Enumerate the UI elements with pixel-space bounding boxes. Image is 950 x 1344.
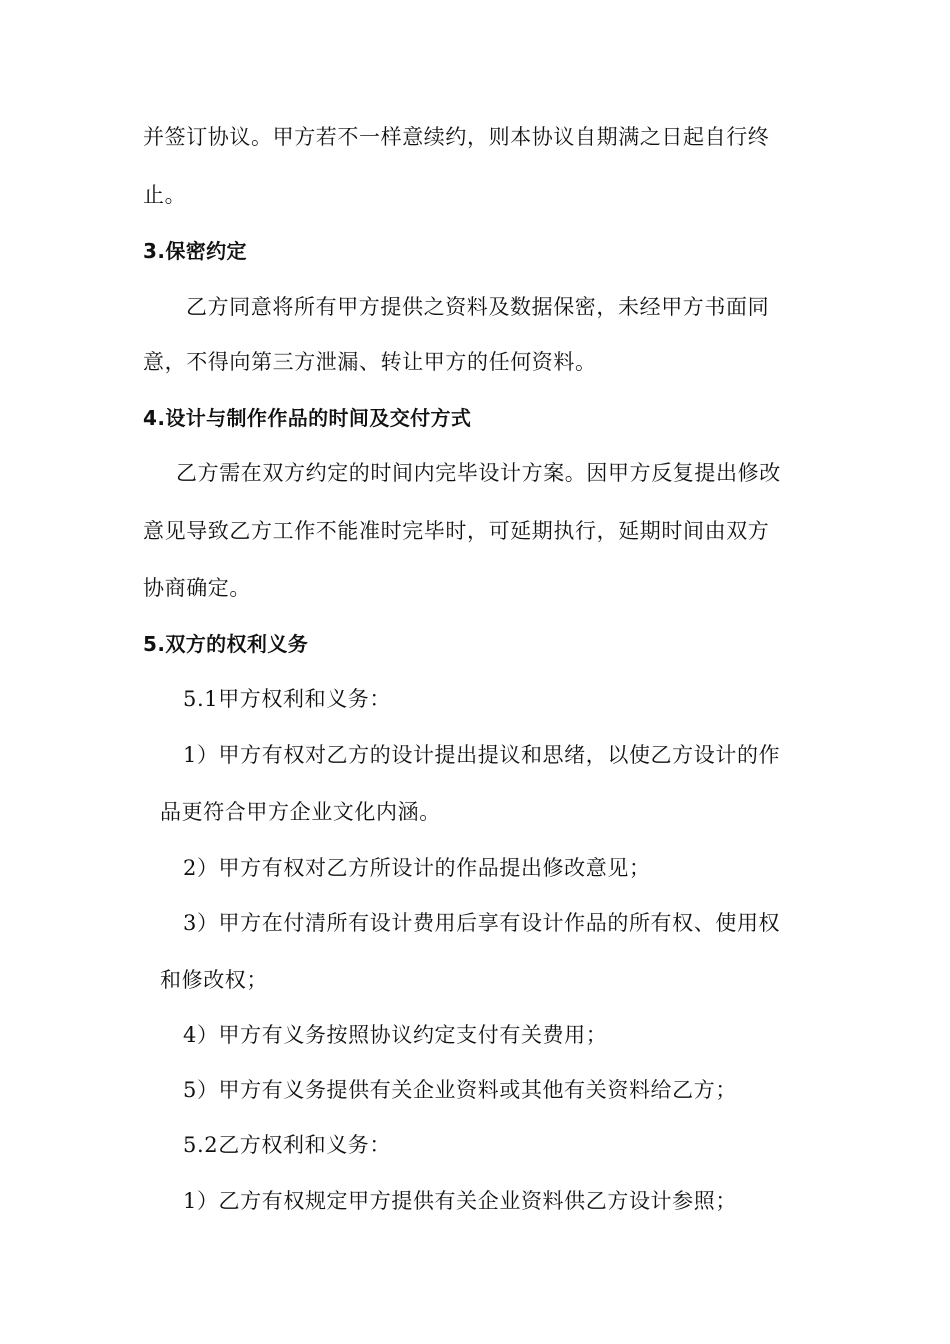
delivery-line-1: 乙方需在双方约定的时间内完毕设计方案。因甲方反复提出修改: [176, 461, 781, 485]
party-a-item-2: 2）甲方有权对乙方所设计的作品提出修改意见；: [183, 856, 651, 880]
renewal-paragraph-line-2: 止。: [143, 183, 187, 207]
party-a-item-3-line-1: 3）甲方在付清所有设计费用后享有设计作品的所有权、使用权: [183, 911, 781, 935]
party-b-rights-title: 5.2乙方权利和义务：: [183, 1133, 391, 1157]
party-a-item-1-line-2: 品更符合甲方企业文化内涵。: [160, 800, 441, 824]
delivery-line-2: 意见导致乙方工作不能准时完毕时，可延期执行，延期时间由双方: [143, 519, 770, 543]
confidentiality-line-2: 意，不得向第三方泄漏、转让甲方的任何资料。: [143, 350, 597, 374]
delivery-line-3: 协商确定。: [143, 576, 251, 600]
renewal-paragraph-line-1: 并签订协议。甲方若不一样意续约，则本协议自期满之日起自行终: [143, 125, 770, 149]
party-a-item-5: 5）甲方有义务提供有关企业资料或其他有关资料给乙方；: [183, 1078, 737, 1102]
party-a-rights-title: 5.1甲方权利和义务：: [183, 687, 391, 711]
section-heading-confidentiality: 3.保密约定: [143, 239, 247, 263]
section-heading-delivery: 4.设计与制作作品的时间及交付方式: [143, 406, 472, 430]
party-b-item-1: 1）乙方有权规定甲方提供有关企业资料供乙方设计参照；: [183, 1189, 737, 1213]
section-heading-rights: 5.双方的权利义务: [143, 632, 309, 656]
confidentiality-line-1: 乙方同意将所有甲方提供之资料及数据保密，未经甲方书面同: [186, 295, 770, 319]
party-a-item-1-line-1: 1）甲方有权对乙方的设计提出提议和思绪，以使乙方设计的作: [183, 743, 781, 767]
party-a-item-4: 4）甲方有义务按照协议约定支付有关费用；: [183, 1023, 608, 1047]
party-a-item-3-line-2: 和修改权；: [160, 968, 268, 992]
